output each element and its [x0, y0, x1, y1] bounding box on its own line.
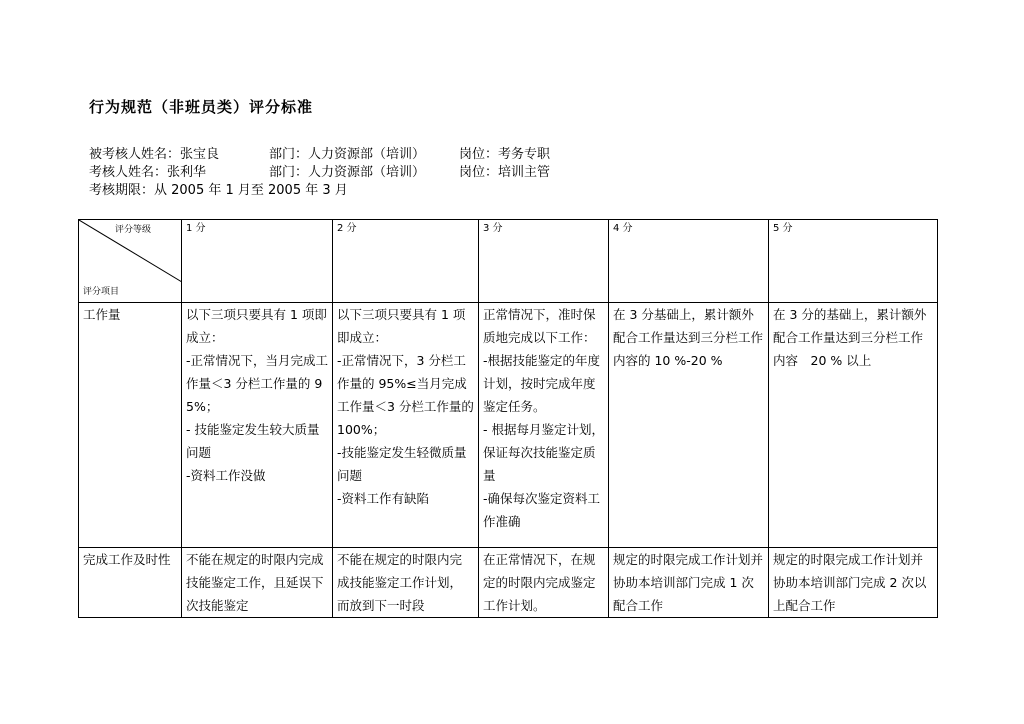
evaluatee-post: 岗位：考务专职 [459, 147, 551, 162]
item-label: 工作量 [79, 303, 182, 548]
table-row [79, 548, 938, 618]
header-corner-cell [79, 220, 182, 303]
criteria-line: 不能在规定的时限内完成技能鉴定工作，且延误下次技能鉴定 [186, 552, 324, 613]
table-row [79, 303, 938, 548]
criteria-line: -正常情况下，当月完成工作量＜3 分栏工作量的 95%； [186, 353, 329, 414]
evaluatee-dept: 部门：人力资源部（培训） [269, 147, 426, 162]
meta-row-evaluatee [89, 146, 550, 164]
criteria-cell [479, 548, 609, 618]
criteria-line: 不能在规定的时限内完成技能鉴定工作计划，而放到下一时段 [337, 552, 463, 613]
criteria-line: -资料工作有缺陷 [337, 491, 430, 506]
criteria-line: - 根据每月鉴定计划，保证每次技能鉴定质量 [483, 422, 604, 483]
criteria-cell [609, 303, 769, 548]
evaluator-dept: 部门：人力资源部（培训） [269, 165, 426, 180]
criteria-cell [479, 303, 609, 548]
level-header: 2 分 [333, 220, 479, 303]
criteria-line: 以下三项只要具有 1 项即成立： [186, 307, 327, 345]
criteria-line: 以下三项只要具有 1 项即成立： [337, 307, 466, 345]
level-header: 3 分 [479, 220, 609, 303]
criteria-cell [609, 548, 769, 618]
criteria-cell [182, 303, 333, 548]
criteria-line: 正常情况下，准时保质地完成以下工作： [483, 307, 596, 345]
evaluation-period: 考核期限：从 2005 年 1 月至 2005 年 3 月 [89, 183, 348, 198]
corner-label-levels: 评分等级 [114, 225, 151, 235]
criteria-line: -正常情况下，3 分栏工作量的 95%≤当月完成工作量＜3 分栏工作量的 100%； [337, 353, 474, 437]
criteria-line: 规定的时限完成工作计划并协助本培训部门完成 1 次配合工作 [613, 552, 764, 613]
level-header: 5 分 [769, 220, 938, 303]
criteria-line: 规定的时限完成工作计划并协助本培训部门完成 2 次以上配合工作 [773, 552, 927, 613]
meta-row-evaluator [89, 164, 550, 182]
scoring-table [78, 219, 938, 618]
criteria-cell [182, 548, 333, 618]
criteria-line: -资料工作没做 [186, 468, 266, 483]
level-header: 1 分 [182, 220, 333, 303]
criteria-cell [333, 303, 479, 548]
criteria-line: - 技能鉴定发生较大质量问题 [186, 422, 320, 460]
item-label: 完成工作及时性 [79, 548, 182, 618]
criteria-cell [769, 303, 938, 548]
criteria-line: -确保每次鉴定资料工作准确 [483, 491, 601, 529]
evaluator-post: 岗位：培训主管 [459, 165, 551, 180]
criteria-line: 在正常情况下，在规定的时限内完成鉴定工作计划。 [483, 552, 596, 613]
criteria-line: -根据技能鉴定的年度计划，按时完成年度鉴定任务。 [483, 353, 601, 414]
evaluatee-name: 被考核人姓名：张宝良 [89, 147, 220, 162]
level-header: 4 分 [609, 220, 769, 303]
table-header-row [79, 220, 938, 303]
criteria-cell [333, 548, 479, 618]
evaluator-name: 考核人姓名：张利华 [89, 165, 207, 180]
criteria-line: -技能鉴定发生轻微质量问题 [337, 445, 467, 483]
criteria-line: 在 3 分的基础上，累计额外配合工作量达到三分栏工作内容 20 % 以上 [773, 307, 927, 368]
corner-label-items: 评分项目 [83, 287, 120, 297]
criteria-cell [769, 548, 938, 618]
criteria-line: 在 3 分基础上，累计额外配合工作量达到三分栏工作内容的 10 %-20 % [613, 307, 764, 368]
page-title: 行为规范（非班员类）评分标准 [89, 98, 314, 116]
